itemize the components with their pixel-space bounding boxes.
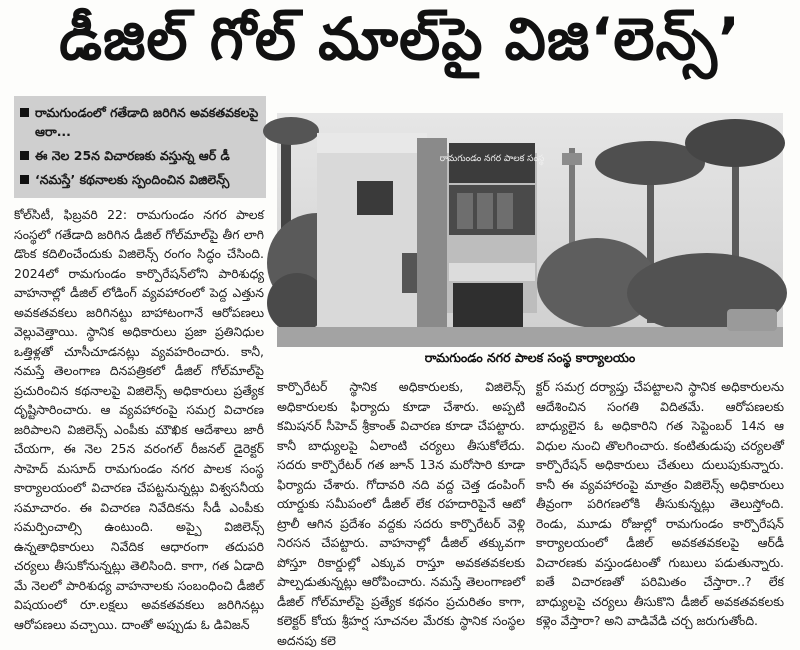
highlights-box <box>14 96 266 198</box>
bullet-square-icon <box>20 175 29 184</box>
headline: డీజిల్ గోల్ మాల్‌పై విజి‘లెన్స్’ <box>59 4 741 73</box>
article-column-3: క్టర్ సమగ్ర దర్యాప్తు చేపట్టాలని స్థానిక అధికారులను ఆదేశించిన సంగతి విదితమే. ఆరోపణలకు బాధ్యులైన ఓ అధికారిని గత సెప్టెంబర్ 14న ఆ విధుల నుంచి తొలగించారు. కంటితుడుపు చర్యలతో కార్పొరేషన్ అధికారులు చేతులు దులుపుకున్నారు. కానీ ఈ వ్యవహారంపై మాత్రం విజిలెన్స్ అధికారులు తీవ్రంగా పరిగణలోకి తీసుకున్నట్లు తెలుస్తోంది. రెండు, మూడు రోజుల్లో రామగుండం కార్పొరేషన్ కార్యాలయంలో డీజిల్ అవకతవకలపై ఆర్‌డీ విచారణకు వస్తుండటంతో గుబులు పడుతున్నారు. ఐతే విచారణతో పరిమితం చేస్తారా..? లేక బాధ్యులపై చర్యలు తీసుకొని డీజిల్ అవకతవకలకు కళ్లెం వేస్తారా? అని వాడివేడి చర్చ జరుగుతోంది. <box>536 379 784 628</box>
highlight-item <box>20 170 260 189</box>
bullet-square-icon <box>20 108 29 117</box>
article-column-1: కోల్‌సిటీ, ఫిబ్రవరి 22: రామగుండం నగర పాలక సంస్థలో గతేడాది జరిగిన డీజిల్ గోల్‌మాల్‌పై తీగ లాగి డొంక కదిలించేందుకు విజిలెన్స్ రంగం సిద్ధం చేసింది. 2024లో రామగుండం కార్పొరేషన్‌లోని పారిశుధ్య వాహనాల్లో డీజిల్ లోడింగ్ వ్యవహారంలో పెద్ద ఎత్తున అవకతవకలు జరిగినట్టు బాహాటంగానే ఆరోపణలు వెల్లువెత్తాయి. స్థానిక అధికారులు ప్రజా ప్రతినిధుల ఒత్తిళ్లతో చూసీచూడనట్లు వ్యవహరించారు. కానీ, నమస్తే తెలంగాణ దినపత్రికలో డీజిల్ గోల్‌మాల్‌పై ప్రచురించిన కథనాలపై విజిలెన్స్ అధికారులు ప్రత్యేక దృష్టిసారించారు. ఆ వ్యవహారంపై సమగ్ర విచారణ జరిపాలని విజిలెన్స్ ఎంపీకు మౌఖిక ఆదేశాలు జారీ చేయగా, ఈ నెల 25న వరంగల్ రీజనల్ డైరెక్టర్ సాహెద్ మసూద్ రామగుండం నగర పాలక సంస్థ కార్యాలయంలో విచారణ చేపట్టనున్నట్లు విశ్వసనీయ సమాచారం. ఈ విచారణ నివేదికను సీడీ ఎంపీకు సమర్పించాల్సి ఉంటుంది. అప్పై విజిలెన్స్ ఉన్నతాధికారులు నివేదిక ఆధారంగా తదుపరి చర్యలు తీసుకోనున్నట్లు తెలిసింది. కాగా, గత ఏడాది మే నెలలో పారిశుధ్య వాహనాలకు సంబంధించి డీజిల్ విషయంలో రూ.లక్షలు అవకతవకలు జరిగినట్లు ఆరోపణలు వచ్చాయి. దాంతో అప్పుడు ఓ డివిజన్ <box>14 207 264 632</box>
office-photo <box>277 113 783 347</box>
photo-caption: రామగుండం నగర పాలక సంస్థ కార్యాలయం <box>424 349 636 365</box>
highlight-item <box>20 146 260 165</box>
article-column-2: కార్పొరేటర్ స్థానిక అధికారులకు, విజిలెన్స్ అధికారులకు ఫిర్యాదు కూడా చేశారు. అప్పటి కమిషనర్ సీహెచ్ శ్రీకాంత్ విచారణ కూడా చేపట్టారు. కానీ బాధ్యులపై ఏలాంటి చర్యలు తీసుకోలేదు. సదరు కార్పొరేటర్ గత జూన్ 13న మరోసారి కూడా ఫిర్యాదు చేశారు. గోదావరి నది వద్ద చెత్త డంపింగ్ యార్డుకు సమీపంలో డీజిల్ లేక రహదారిపైనే ఆటో ట్రాలీ ఆగిన ప్రదేశం వద్దకు సదరు కార్పొరేటర్ వెళ్లి నిరసన చేపట్టారు. వాహనాల్లో డీజిల్ తక్కువగా పోస్తూ రికార్డుల్లో ఎక్కువ రాస్తూ అవకతవకలకు పాల్పడుతున్నట్లు ఆరోపించారు. నమస్తే తెలంగాణలో డీజిల్ గోల్‌మాల్‌పై ప్రత్యేక కథనం ప్రచురితం కాగా, కలెక్టర్ కోయ శ్రీహర్ష సూచనల మేరకు స్థానిక సంస్థల అదనపు కలె <box>277 379 525 648</box>
bullet-square-icon <box>20 151 29 160</box>
highlight-text: రామగుండంలో గతేడాది జరిగిన అవకతవకలపై ఆరా... <box>35 105 259 139</box>
highlight-text: ఈ నెల 25న విచారణకు వస్తున్న ఆర్ డీ <box>35 148 230 163</box>
highlight-text: ‘నమస్తే’ కథనాలకు స్పందించిన విజిలెన్స్ <box>35 172 230 187</box>
highlight-item <box>20 103 260 141</box>
building-sign-text: రామగుండం నగర పాలక సంస్థ <box>439 154 545 164</box>
